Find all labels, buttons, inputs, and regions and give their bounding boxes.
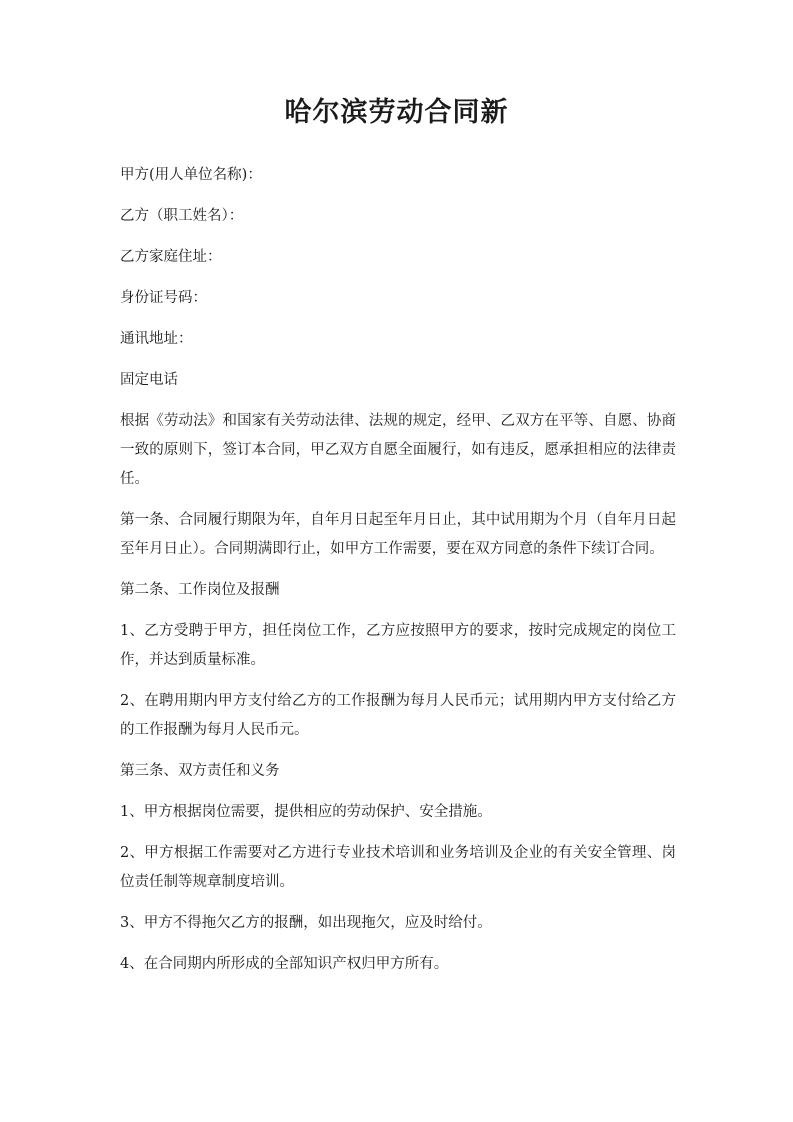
article-3-heading: 第三条、双方责任和义务 [120,763,280,779]
article-2-clause-2: 2、在聘用期内甲方支付给乙方的工作报酬为每月人民币元；试用期内甲方支付给乙方的工作报酬为每月人民币元。 [120,693,676,738]
document-title: 哈尔滨劳动合同新 [284,97,509,128]
article-3-clause-2: 2、甲方根据工作需要对乙方进行专业技术培训和业务培训及企业的有关安全管理、岗位责任制等规章制度培训。 [120,845,676,890]
id-number-line: 身份证号码： [120,290,207,306]
mailing-address-line: 通讯地址： [120,331,193,347]
article-2-heading: 第二条、工作岗位及报酬 [120,582,280,598]
article-3-clause-3: 3、甲方不得拖欠乙方的报酬，如出现拖欠，应及时给付。 [120,915,492,931]
document-body [120,161,676,991]
party-b-address-line: 乙方家庭住址： [120,249,222,265]
article-2-clause-1: 1、乙方受聘于甲方，担任岗位工作，乙方应按照甲方的要求，按时完成规定的岗位工作，并达到质量标准。 [120,623,676,668]
phone-line: 固定电话 [120,372,178,388]
party-a-name-line: 甲方(用人单位名称)： [120,167,262,183]
party-b-name-line: 乙方（职工姓名）： [120,208,244,224]
article-3-clause-4: 4、在合同期内所形成的全部知识产权归甲方所有。 [120,956,449,972]
preamble-paragraph: 根据《劳动法》和国家有关劳动法律、法规的规定，经甲、乙双方在平等、自愿、协商一致的原则下，签订本合同，甲乙双方自愿全面履行，如有违反，愿承担相应的法律责任。 [120,413,676,487]
article-3-clause-1: 1、甲方根据岗位需要，提供相应的劳动保护、安全措施。 [120,804,492,820]
article-1-paragraph: 第一条、合同履行期限为年，自年月日起至年月日止，其中试用期为个月（自年月日起至年月日止）。合同期满即行止，如甲方工作需要，要在双方同意的条件下续订合同。 [120,512,676,557]
